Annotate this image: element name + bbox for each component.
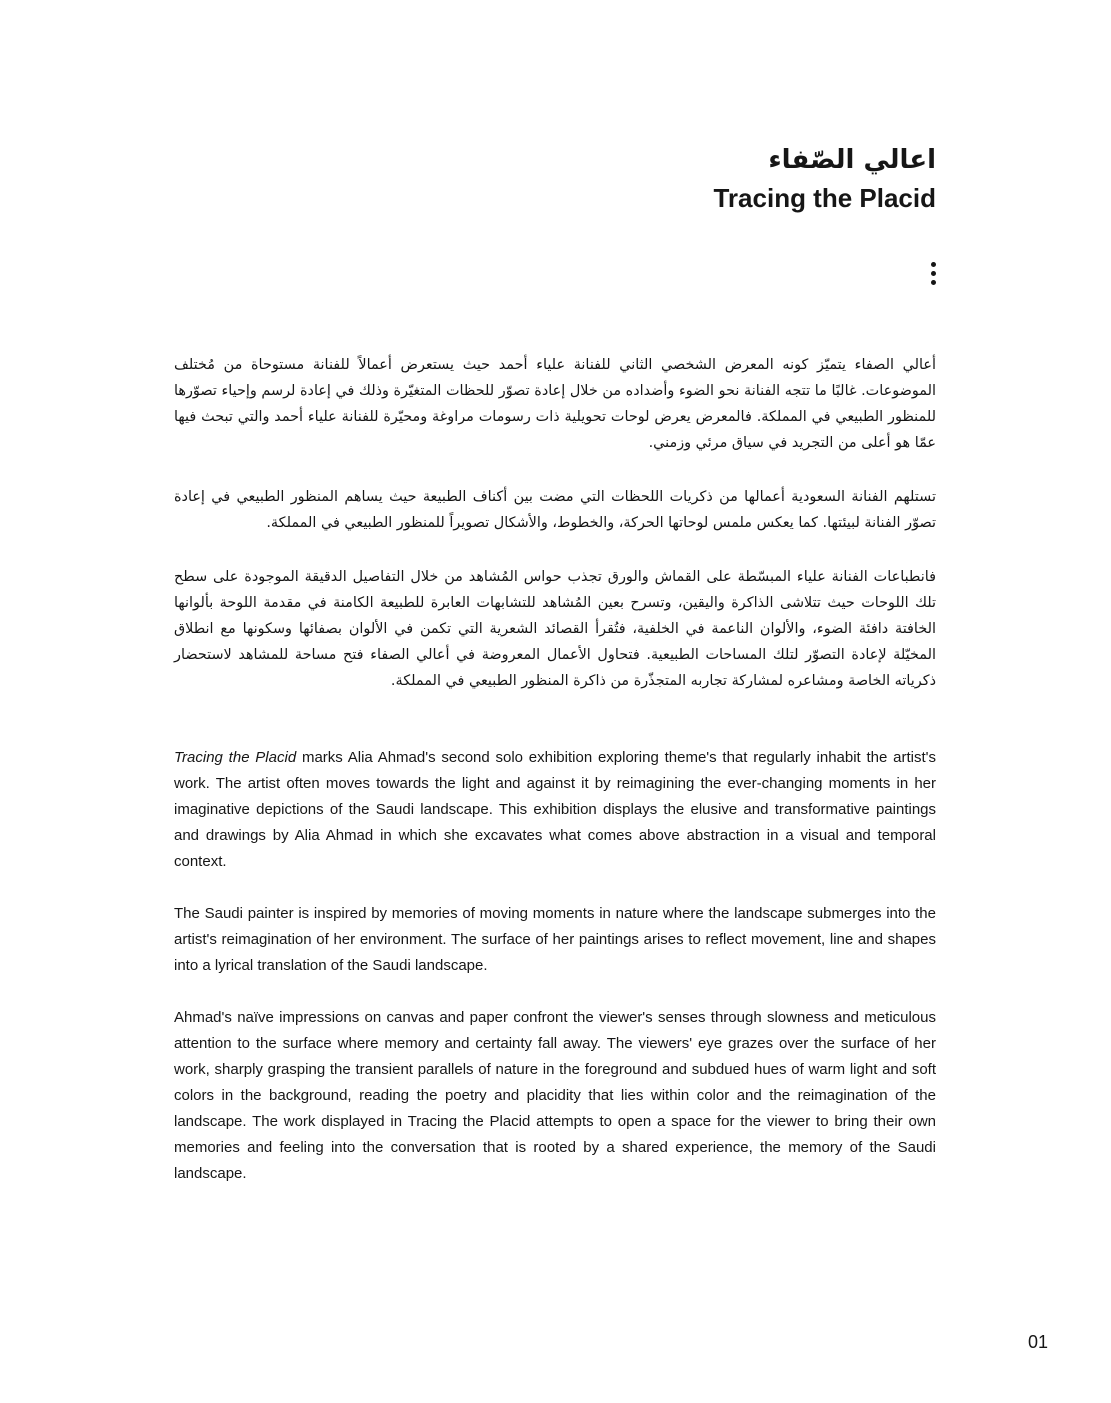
english-text-section bbox=[174, 745, 936, 1213]
arabic-paragraph-1: أعالي الصفاء يتميّز كونه المعرض الشخصي الثاني للفنانة علياء أحمد حيث يستعرض أعمالاً للفنانة مستوحاة من مُختلف الموضوعات. غالبًا ما تتجه الفنانة نحو الضوء وأضداده من خلال إعادة تصوّر للحظات المتغيّرة وذلك في إعادة لرسم وإحياء تصوّرها للمنظور الطبيعي في المملكة. فالمعرض يعرض لوحات تحويلية ذات رسومات مراوغة ومحيّرة للفنانة علياء أحمد والتي تبحث فيها عمّا هو أعلى من التجريد في سياق مرئي وزمني. bbox=[174, 357, 936, 451]
dot bbox=[931, 280, 936, 285]
title-arabic: اعالي الصّفاء bbox=[768, 145, 936, 175]
english-paragraph-1 bbox=[174, 745, 936, 875]
exhibition-title-italic: Tracing the Placid bbox=[174, 749, 297, 766]
english-paragraph-3: Ahmad's naïve impressions on canvas and paper confront the viewer's senses through slowness and meticulous attention to the surface where memory and certainty fall away. The viewers' eye grazes over the surface of her work, sharply grasping the transient parallels of nature in the foreground and subdued hues of warm light and soft colors in the background, reading the poetry and placidity that lies within color and the reimagination of the landscape. The work displayed in Tracing the Placid attempts to open a space for the viewer to bring their own memories and feeling into the conversation that is rooted by a shared experience, the memory of the Saudi landscape. bbox=[174, 1009, 936, 1182]
page-number: 01 bbox=[1027, 1332, 1048, 1352]
arabic-paragraph-3: فانطباعات الفنانة علياء المبسّطة على القماش والورق تجذب حواس المُشاهد من خلال التفاصيل الدقيقة الموجودة على سطح تلك اللوحات حيث تتلاشى الذاكرة واليقين، وتسرح بعين المُشاهد للتشابهات العابرة للطبيعة الكامنة في مقدمة اللوحة بألوانها الخافتة دافئة الضوء، والألوان الناعمة في الخلفية، فتُقرأ القصائد الشعرية التي تكمن في الألوان بصفائها وسكونها مع انطلاق المخيّلة لإعادة التصوّر لتلك المساحات الطبيعية. فتحاول الأعمال المعروضة في أعالي الصفاء فتح مساحة للمشاهد لاستحضار ذكرياته الخاصة ومشاعره لمشاركة تجاربه المتجذّرة من ذاكرة المنظور الطبيعي في المملكة. bbox=[174, 569, 936, 689]
title-block bbox=[713, 140, 936, 216]
title-english: Tracing the Placid bbox=[713, 183, 936, 213]
vertical-ellipsis-icon bbox=[930, 262, 936, 285]
dot bbox=[931, 271, 936, 276]
arabic-text-section bbox=[174, 352, 936, 722]
dot bbox=[931, 262, 936, 267]
english-paragraph-2: The Saudi painter is inspired by memories of moving moments in nature where the landscape submerges into the artist's reimagination of her environment. The surface of her paintings arises to reflect movement, line and shapes into a lyrical translation of the Saudi landscape. bbox=[174, 905, 936, 974]
arabic-paragraph-2: تستلهم الفنانة السعودية أعمالها من ذكريات اللحظات التي مضت بين أكناف الطبيعة حيث يساهم المنظور الطبيعي في إعادة تصوّر الفنانة لبيئتها. كما يعكس ملمس لوحاتها الحركة، والخطوط، والأشكال تصويراً للمنظور الطبيعي في المملكة. bbox=[174, 489, 936, 531]
english-paragraph-1-body: marks Alia Ahmad's second solo exhibition exploring theme's that regularly inhabit the artist's work. The artist often moves towards the light and against it by reimagining the ever-changing moments in her imaginative depictions of the Saudi landscape. This exhibition displays the elusive and transformative paintings and drawings by Alia Ahmad in which she excavates what comes above abstraction in a visual and temporal context. bbox=[174, 749, 936, 870]
